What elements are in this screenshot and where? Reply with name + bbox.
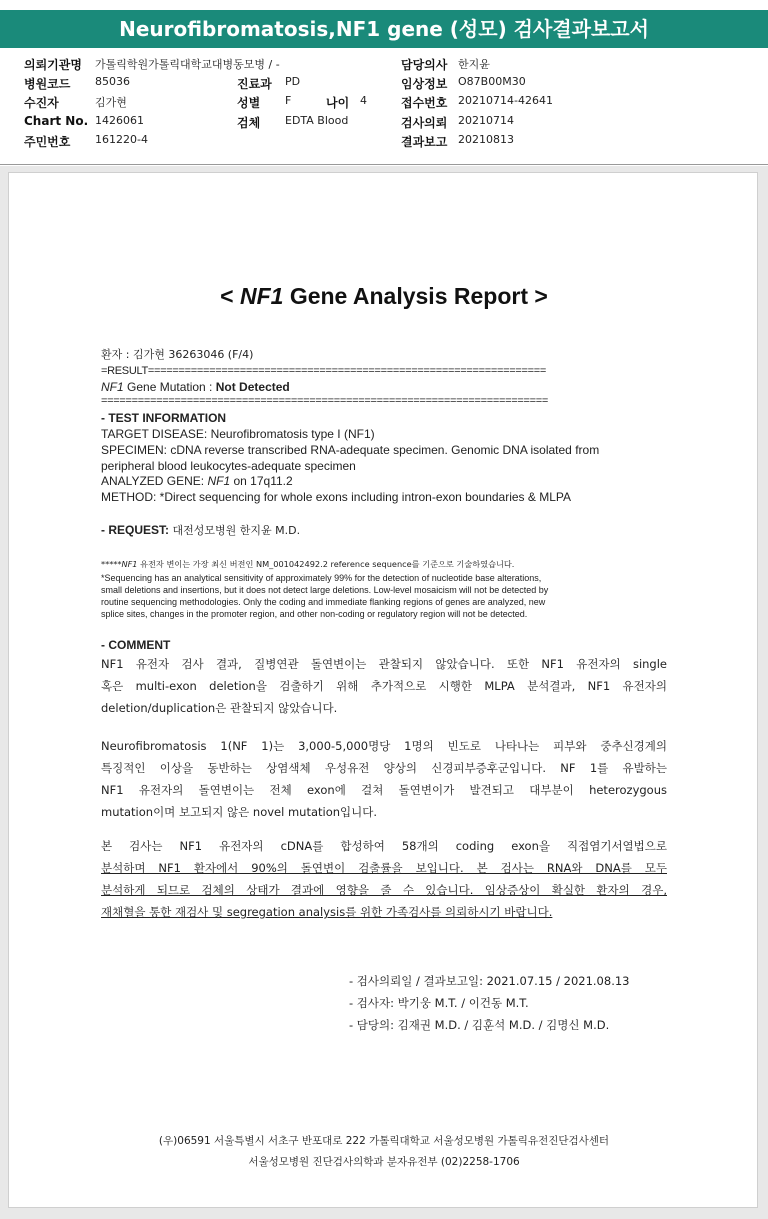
analyzed-gene-suffix: on 17q11.2 — [230, 474, 293, 488]
chart-no-label: Chart No. — [24, 114, 89, 128]
comment-line: mutation이며 보고되지 않은 novel mutation입니다. — [101, 805, 378, 819]
footer-address: (우)06591 서울특별시 서초구 반포대로 222 가톨릭대학교 서울성모병원 가톨릭유전진단검사센터 — [158, 1135, 610, 1147]
note-gene: NF1 — [121, 559, 138, 569]
request-label: - REQUEST: — [101, 523, 170, 537]
note-prefix: ***** — [101, 559, 122, 569]
specimen-line-2: peripheral blood leukocytes-adequate specimen — [101, 459, 356, 473]
sex-label: 성별 — [237, 96, 261, 110]
separator-line: ========================================================================= — [101, 395, 549, 407]
report-heading-gene: NF1 — [239, 283, 284, 309]
analyzed-gene-prefix: ANALYZED GENE: — [101, 474, 208, 488]
examinee-value: 김가현 — [95, 96, 127, 109]
info-row-5 — [0, 133, 768, 152]
report-heading — [9, 283, 759, 310]
age-label: 나이 — [326, 96, 350, 110]
receipt-no-label: 접수번호 — [401, 96, 448, 110]
test-info-heading: - TEST INFORMATION — [101, 411, 227, 425]
specimen-label: 검체 — [237, 116, 261, 130]
report-document — [9, 173, 759, 1209]
sex-value: F — [285, 94, 292, 107]
comment-line: 재채혈을 통한 재검사 및 segregation analysis를 위한 가족검사를 의뢰하시기 바랍니다. — [101, 905, 553, 919]
signature-line: - 담당의: 김재권 M.D. / 김훈석 M.D. / 김명신 M.D. — [349, 1018, 610, 1032]
disclaimer-line: *Sequencing has an analytical sensitivity of approximately 99% for the detection of nucleotide base alterations, — [101, 573, 542, 583]
clinical-info-label: 임상정보 — [401, 77, 448, 91]
comment-line: 혹은 multi-exon deletion을 검출하기 위해 추가적으로 시행한 MLPA 분석결과, NF1 유전자의 — [101, 679, 667, 693]
receipt-no-value: 20210714-42641 — [458, 94, 553, 107]
comment-line: 특징적인 이상을 동반하는 상염색체 우성유전 양상의 신경피부증후군입니다. NF 1를 유발하는 — [101, 761, 667, 775]
attending-doctor-label: 담당의사 — [401, 58, 448, 72]
specimen-value: EDTA Blood — [285, 114, 349, 127]
report-date-label: 결과보고 — [401, 135, 448, 149]
patient-line: 환자 : 김가현 36263046 (F/4) — [101, 348, 254, 361]
comment-line: 분석하며 NF1 환자에서 90%의 돌연변이 검출률을 보입니다. 본 검사는 RNA와 DNA를 모두 — [101, 861, 667, 875]
report-heading-prefix: < — [220, 283, 240, 309]
clinical-info-value: O87B00M30 — [458, 75, 526, 88]
requesting-institution-label: 의뢰기관명 — [24, 58, 82, 72]
department-value: PD — [285, 75, 301, 88]
info-row-2 — [0, 75, 768, 94]
result-line: =RESULT================================================================= — [101, 365, 546, 377]
signature-line: - 검사자: 박기웅 M.T. / 이건동 M.T. — [349, 996, 529, 1010]
chart-no-value: 1426061 — [95, 114, 144, 127]
request-date-label: 검사의뢰 — [401, 116, 448, 130]
resident-no-label: 주민번호 — [24, 135, 71, 149]
mutation-label: Gene Mutation : — [123, 380, 216, 394]
resident-no-value: 161220-4 — [95, 133, 148, 146]
examinee-label: 수진자 — [24, 96, 59, 110]
sequence-note — [101, 559, 514, 570]
request-value: 대전성모병원 한지윤 M.D. — [169, 524, 301, 537]
comment-line: 분석하게 되므로 검체의 상태가 결과에 영향을 줄 수 있습니다. 임상증상이 확실한 환자의 경우, — [101, 883, 667, 897]
disclaimer-line: splice sites, changes in the promoter region, and other non-coding or regulatory region will not be detected. — [101, 609, 528, 619]
request-line — [101, 522, 300, 538]
note-rest: 유전자 변이는 가장 최신 버전인 NM_001042492.2 reference sequence를 기준으로 기술하였습니다. — [137, 559, 515, 569]
info-divider — [0, 164, 768, 165]
attending-doctor-value: 한지윤 — [458, 58, 490, 71]
analyzed-gene-name: NF1 — [207, 474, 231, 488]
disclaimer-line: routine sequencing methodologies. Only the coding and immediate flanking regions of genes are analyzed, new — [101, 597, 546, 607]
comment-paragraph-3 — [101, 835, 667, 923]
method-line: METHOD: *Direct sequencing for whole exons including intron-exon boundaries & MLPA — [101, 490, 572, 504]
mutation-line — [101, 380, 290, 394]
comment-paragraph-1 — [101, 653, 667, 719]
mutation-value: Not Detected — [215, 380, 290, 394]
specimen-line-1: SPECIMEN: cDNA reverse transcribed RNA-adequate specimen. Genomic DNA isolated from — [101, 443, 600, 457]
comment-line: deletion/duplication은 관찰되지 않았습니다. — [101, 701, 338, 715]
report-title-bar — [0, 10, 768, 48]
requesting-institution-value: 가톨릭학원가톨릭대학교대병동모병 / - — [95, 58, 280, 71]
hospital-code-label: 병원코드 — [24, 77, 71, 91]
report-date-value: 20210813 — [458, 133, 514, 146]
target-disease: TARGET DISEASE: Neurofibromatosis type I (NF1) — [101, 427, 375, 441]
comment-line: NF1 유전자의 돌연변이는 전체 exon에 걸쳐 돌연변이가 발견되고 대부분이 heterozygous — [101, 783, 667, 797]
report-heading-suffix: Gene Analysis Report > — [283, 283, 548, 309]
request-date-value: 20210714 — [458, 114, 514, 127]
report-title: Neurofibromatosis,NF1 gene (성모) 검사결과보고서 — [119, 17, 649, 41]
department-label: 진료과 — [237, 77, 272, 91]
age-value: 4 — [360, 94, 367, 107]
mutation-gene: NF1 — [101, 380, 124, 394]
disclaimer-line: small deletions and insertions, but it does not detect large deletions. Low-level mosaicism will not be detected by — [101, 585, 549, 595]
info-row-4 — [0, 114, 768, 133]
footer-contact: 서울성모병원 진단검사의학과 분자유전부 (02)2258-1706 — [248, 1156, 520, 1168]
comment-heading: - COMMENT — [101, 638, 171, 652]
comment-paragraph-2 — [101, 735, 667, 823]
patient-info-panel — [0, 54, 768, 154]
comment-line: 본 검사는 NF1 유전자의 cDNA를 합성하여 58개의 coding exon을 직접염기서열법으로 — [101, 839, 667, 853]
analyzed-gene — [101, 474, 293, 488]
info-row-1 — [0, 56, 768, 75]
comment-line: Neurofibromatosis 1(NF 1)는 3,000-5,000명당 1명의 빈도로 나타나는 피부와 중추신경계의 — [101, 739, 667, 753]
signature-line: - 검사의뢰일 / 결과보고일: 2021.07.15 / 2021.08.13 — [349, 974, 630, 988]
report-page — [8, 172, 758, 1208]
info-row-3 — [0, 94, 768, 113]
comment-line: NF1 유전자 검사 결과, 질병연관 돌연변이는 관찰되지 않았습니다. 또한 NF1 유전자의 single — [101, 657, 667, 671]
hospital-code-value: 85036 — [95, 75, 130, 88]
